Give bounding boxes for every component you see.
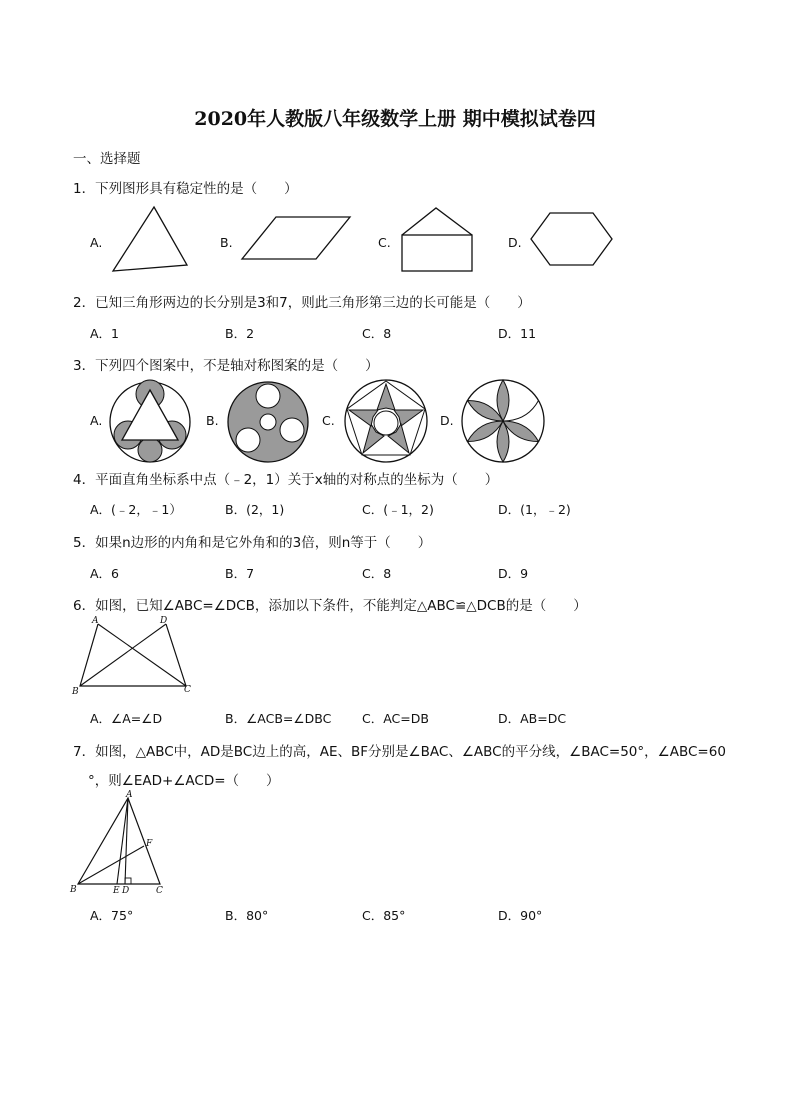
q3-pattern-a-figure — [108, 380, 192, 464]
q2-option-c: C．8 — [362, 326, 392, 341]
q3-option-b-label: B. — [206, 413, 219, 428]
question-5-stem: 5．如果n边形的内角和是它外角和的3倍，则n等于（ ） — [73, 535, 432, 551]
q7-label-d: D — [122, 886, 130, 896]
q7-label-f: F — [146, 839, 153, 849]
q4-option-c: C．(﹣1，2) — [362, 502, 434, 517]
q7-option-c: C．85° — [362, 908, 406, 923]
q1-hexagon-figure — [528, 210, 618, 270]
q4-option-d: D．(1，﹣2) — [498, 502, 571, 517]
section-heading: 一、选择题 — [73, 151, 141, 167]
question-4-stem: 4．平面直角坐标系中点（﹣2，1）关于x轴的对称点的坐标为（ ） — [73, 472, 499, 488]
q7-option-d: D．90° — [498, 908, 543, 923]
q2-option-b: B．2 — [225, 326, 255, 341]
q7-label-a: A — [126, 790, 133, 800]
q5-option-b: B．7 — [225, 566, 255, 581]
q2-option-d: D．11 — [498, 326, 537, 341]
question-3-stem: 3．下列四个图案中，不是轴对称图案的是（ ） — [73, 358, 379, 374]
q6-quadrilateral-figure — [72, 616, 197, 696]
q5-option-c: C．8 — [362, 566, 392, 581]
q1-option-d-label: D. — [508, 235, 522, 250]
q3-option-a-label: A. — [90, 413, 103, 428]
q1-parallelogram-figure — [240, 214, 360, 264]
q7-label-b: B — [70, 885, 77, 895]
q3-option-d-label: D. — [440, 413, 454, 428]
q3-option-c-label: C. — [322, 413, 335, 428]
q7-option-a: A．75° — [90, 908, 134, 923]
q4-option-b: B．(2，1) — [225, 502, 285, 517]
question-6-stem: 6．如图，已知∠ABC=∠DCB，添加以下条件，不能判定△ABC≌△DCB的是（ ） — [73, 598, 587, 614]
q2-option-a: A．1 — [90, 326, 120, 341]
q7-triangle-figure — [70, 790, 170, 900]
q5-option-a: A．6 — [90, 566, 120, 581]
q1-option-b-label: B. — [220, 235, 233, 250]
q3-pattern-c-figure — [343, 378, 429, 464]
q1-option-c-label: C. — [378, 235, 391, 250]
q1-triangle-figure — [110, 205, 190, 275]
q6-label-a: A — [92, 616, 99, 626]
page-title: 2020年人教版八年级数学上册 期中模拟试卷四 — [194, 108, 596, 130]
q6-option-b: B．∠ACB=∠DBC — [225, 711, 332, 726]
q3-pattern-b-figure — [226, 380, 310, 464]
q1-pentagon-house-figure — [400, 205, 475, 275]
question-1-stem: 1．下列图形具有稳定性的是（ ） — [73, 181, 298, 197]
q6-label-b: B — [72, 687, 79, 697]
q1-option-a-label: A. — [90, 235, 103, 250]
question-7-stem-line1: 7．如图，△ABC中，AD是BC边上的高，AE、BF分别是∠BAC、∠ABC的平分线，∠BAC=50°，∠ABC=60 — [73, 744, 726, 760]
q5-option-d: D．9 — [498, 566, 529, 581]
q6-option-a: A．∠A=∠D — [90, 711, 163, 726]
question-2-stem: 2．已知三角形两边的长分别是3和7，则此三角形第三边的长可能是（ ） — [73, 295, 531, 311]
q6-option-d: D．AB=DC — [498, 711, 567, 726]
q3-pattern-d-figure — [460, 378, 546, 464]
q6-label-d: D — [160, 616, 168, 626]
question-7-stem-line2: °，则∠EAD+∠ACD=（ ） — [88, 773, 280, 789]
q7-label-c: C — [156, 886, 163, 896]
q6-label-c: C — [184, 685, 191, 695]
q6-option-c: C．AC=DB — [362, 711, 429, 726]
q7-option-b: B．80° — [225, 908, 269, 923]
q4-option-a: A．(﹣2，﹣1） — [90, 502, 182, 517]
q7-label-e: E — [113, 886, 120, 896]
